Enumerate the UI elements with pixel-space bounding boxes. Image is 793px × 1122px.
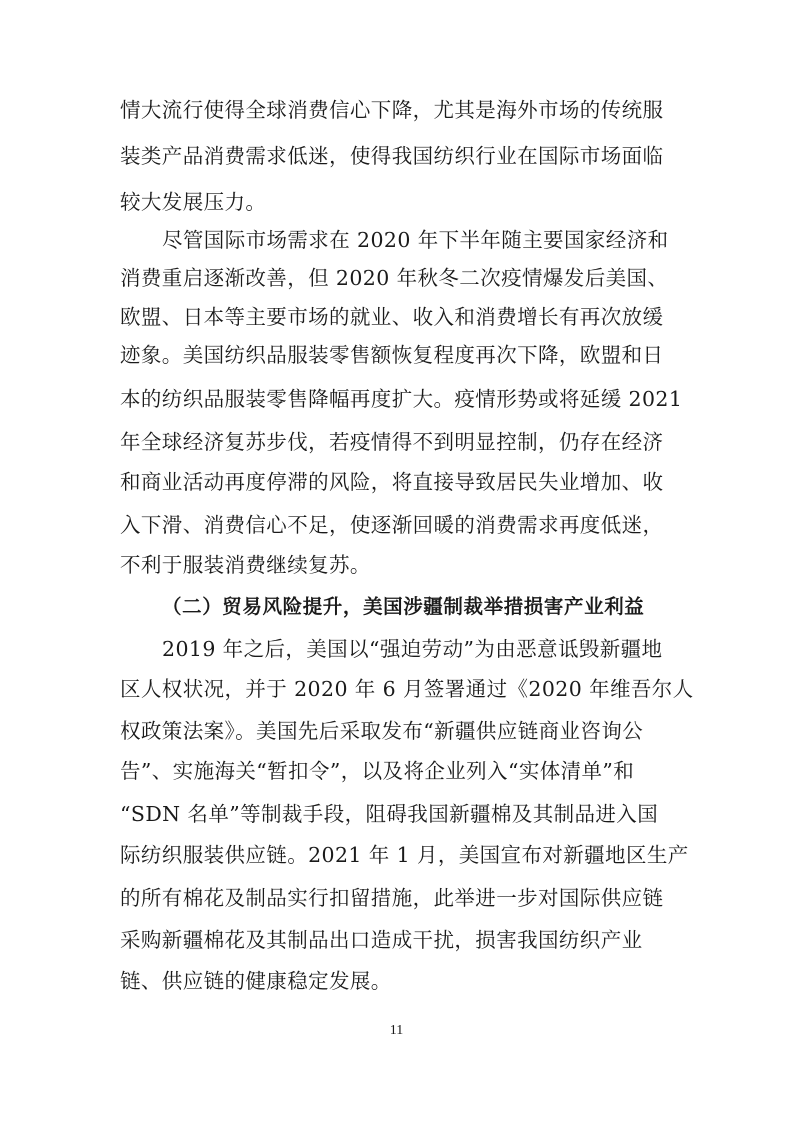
body-line: 迹象。美国纺织品服装零售额恢复程度再次下降，欧盟和日 bbox=[120, 343, 664, 367]
body-line: “SDN 名单”等制裁手段，阻碍我国新疆棉及其制品进入国 bbox=[120, 802, 659, 826]
body-line: 和商业活动再度停滞的风险，将直接导致居民失业增加、收 bbox=[120, 470, 664, 494]
body-line: 本的纺织品服装零售降幅再度扩大。疫情形势或将延缓 2021 bbox=[120, 387, 683, 411]
page-number: 11 bbox=[389, 1023, 404, 1038]
section-heading: （二）贸易风险提升，美国涉疆制裁举措损害产业利益 bbox=[162, 595, 645, 618]
body-line: 际纺织服装供应链。2021 年 1 月，美国宣布对新疆地区生产 bbox=[120, 843, 689, 867]
body-line: 权政策法案》。美国先后采取发布“新疆供应链商业咨询公 bbox=[120, 719, 644, 743]
body-line: 装类产品消费需求低迷，使得我国纺织行业在国际市场面临 bbox=[120, 144, 664, 168]
body-line: 告”、实施海关“暂扣令”，以及将企业列入“实体清单”和 bbox=[120, 759, 635, 783]
body-line: 欧盟、日本等主要市场的就业、收入和消费增长有再次放缓 bbox=[120, 305, 664, 329]
body-line: 入下滑、消费信心不足，使逐渐回暖的消费需求再度低迷， bbox=[120, 513, 664, 537]
body-line: 情大流行使得全球消费信心下降，尤其是海外市场的传统服 bbox=[120, 98, 664, 122]
body-line: 的所有棉花及制品实行扣留措施，此举进一步对国际供应链 bbox=[120, 886, 664, 910]
body-line: 区人权状况，并于 2020 年 6 月签署通过《2020 年维吾尔人 bbox=[120, 677, 694, 701]
body-line: 消费重启逐渐改善，但 2020 年秋冬二次疫情爆发后美国、 bbox=[120, 266, 669, 290]
body-line: 不利于服装消费继续复苏。 bbox=[120, 553, 371, 577]
body-line: 链、供应链的健康稳定发展。 bbox=[120, 969, 392, 993]
body-line: 采购新疆棉花及其制品出口造成干扰，损害我国纺织产业 bbox=[120, 928, 643, 952]
body-line: 较大发展压力。 bbox=[120, 190, 267, 214]
paragraph-first-line: 2019 年之后，美国以“强迫劳动”为由恶意诋毁新疆地 bbox=[162, 637, 663, 661]
body-line: 年全球经济复苏步伐，若疫情得不到明显控制，仍存在经济 bbox=[120, 430, 664, 454]
paragraph-first-line: 尽管国际市场需求在 2020 年下半年随主要国家经济和 bbox=[162, 228, 669, 252]
